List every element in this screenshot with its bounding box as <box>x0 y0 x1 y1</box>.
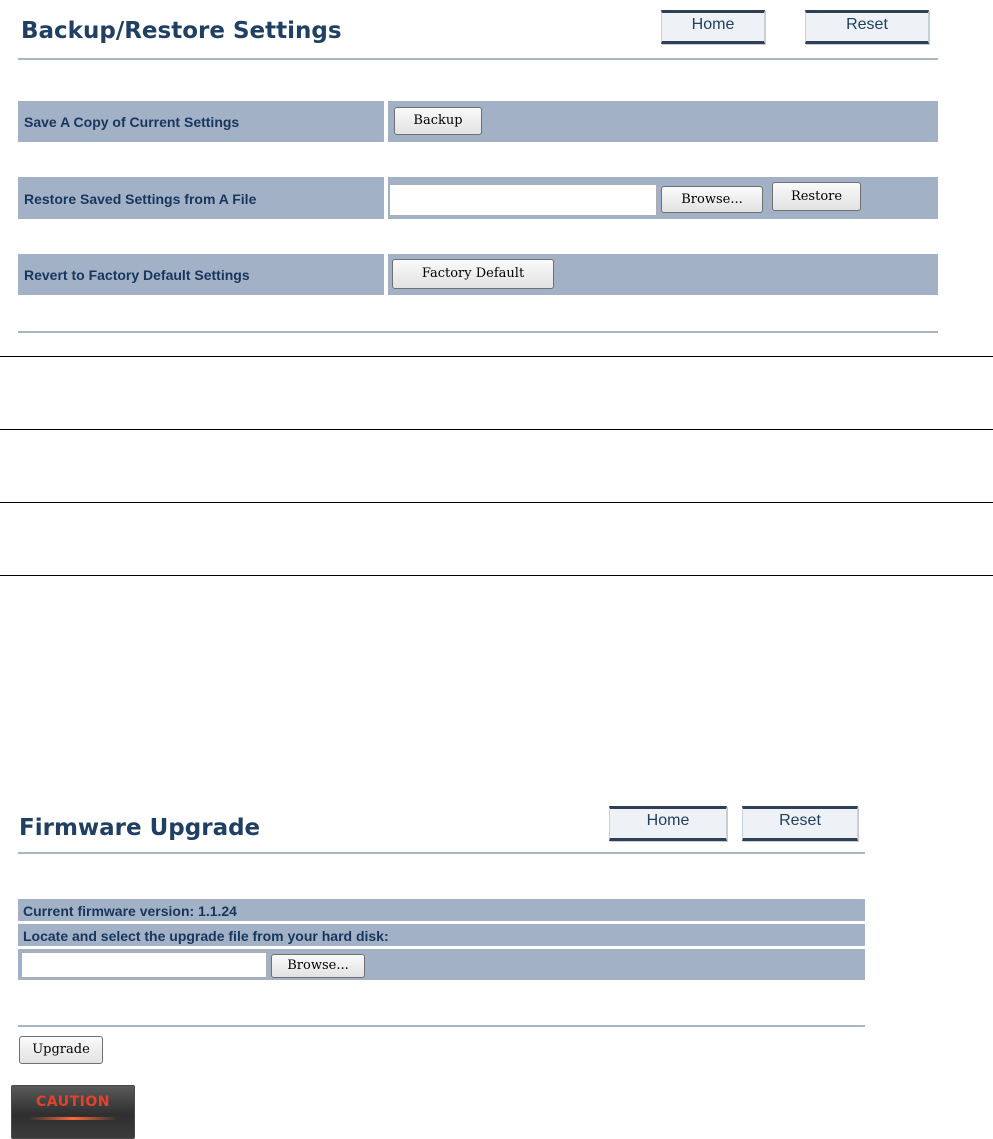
backup-button[interactable]: Backup <box>394 107 482 135</box>
firmware-page-title: Firmware Upgrade <box>19 815 261 841</box>
firmware-reset-button[interactable]: Reset <box>742 806 858 841</box>
firmware-title-divider <box>18 852 865 854</box>
backup-title-divider <box>18 58 938 60</box>
backup-reset-button[interactable]: Reset <box>805 10 929 44</box>
revert-label: Revert to Factory Default Settings <box>24 267 250 283</box>
save-copy-label: Save A Copy of Current Settings <box>24 114 240 130</box>
caution-label: CAUTION <box>36 1094 110 1110</box>
backup-bottom-divider <box>18 331 938 333</box>
factory-default-button[interactable]: Factory Default <box>392 259 554 289</box>
restore-file-input[interactable] <box>389 184 657 216</box>
firmware-browse-button[interactable]: Browse... <box>271 954 365 978</box>
row-separator <box>384 101 388 142</box>
firmware-locate-label: Locate and select the upgrade file from your hard disk: <box>23 928 389 944</box>
backup-page-title: Backup/Restore Settings <box>21 18 342 44</box>
divider-line <box>0 429 993 430</box>
firmware-bottom-divider <box>18 1025 865 1027</box>
restore-browse-button[interactable]: Browse... <box>661 186 763 213</box>
caution-badge <box>11 1085 135 1139</box>
upgrade-button[interactable]: Upgrade <box>19 1036 103 1064</box>
restore-label: Restore Saved Settings from A File <box>24 191 257 207</box>
row-separator <box>384 254 388 295</box>
divider-line <box>0 575 993 576</box>
divider-line <box>0 502 993 503</box>
firmware-home-button[interactable]: Home <box>609 806 727 841</box>
restore-button[interactable]: Restore <box>772 182 861 211</box>
caution-glow <box>29 1117 117 1120</box>
divider-line <box>0 356 993 357</box>
firmware-file-input[interactable] <box>21 952 267 978</box>
backup-home-button[interactable]: Home <box>661 10 765 44</box>
row-separator <box>384 177 388 219</box>
firmware-version-label: Current firmware version: 1.1.24 <box>23 903 237 919</box>
